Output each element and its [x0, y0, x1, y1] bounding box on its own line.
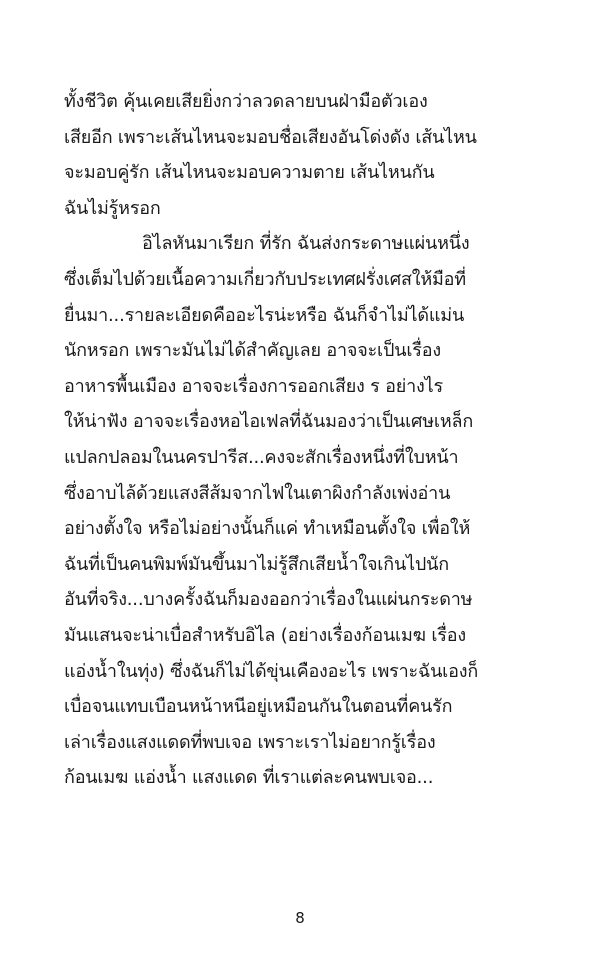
text-line: ฉันไม่รู้หรอก: [64, 197, 161, 219]
text-line: เบื่อจนแทบเบือนหน้าหนีอยู่เหมือนกันในตอนที่คนรัก: [64, 696, 453, 718]
text-line: ซึ่งเต็มไปด้วยเนื้อความเกี่ยวกับประเทศฝรั่งเศสให้มือที่: [64, 268, 466, 290]
text-line: ก้อนเมฆ แอ่งน้ำ แสงแดด ที่เราแต่ละคนพบเจอ...: [64, 767, 434, 789]
body-text: [64, 84, 539, 796]
text-line: ซึ่งอาบไล้ด้วยแสงสีส้มจากไฟในเตาผิงกำลังเพ่งอ่าน: [64, 482, 451, 504]
paragraph-2: [64, 226, 539, 796]
text-line: เสียอีก เพราะเส้นไหนจะมอบชื่อเสียงอันโด่งดัง เส้นไหน: [64, 126, 477, 148]
page-number: 8: [295, 909, 305, 927]
text-line: อันที่จริง...บางครั้งฉันก็มองออกว่าเรื่องในแผ่นกระดาษ: [64, 589, 473, 611]
text-line: เล่าเรื่องแสงแดดที่พบเจอ เพราะเราไม่อยากรู้เรื่อง: [64, 731, 436, 753]
text-line: ทั้งชีวิต คุ้นเคยเสียยิ่งกว่าลวดลายบนฝ่ามือตัวเอง: [64, 91, 428, 112]
text-line: แอ่งน้ำในทุ่ง) ซึ่งฉันก็ไม่ได้ขุ่นเคืองอะไร เพราะฉันเองก็: [64, 660, 479, 682]
text-line: นักหรอก เพราะมันไม่ได้สำคัญเลย อาจจะเป็นเรื่อง: [64, 340, 441, 362]
text-line: มันแสนจะน่าเบื่อสำหรับอิไล (อย่างเรื่องก้อนเมฆ เรื่อง: [64, 624, 466, 646]
text-line: ยื่นมา...รายละเอียดคืออะไรน่ะหรือ ฉันก็จำไม่ได้แม่น: [64, 304, 465, 326]
text-line: อิไลหันมาเรียก ที่รัก ฉันส่งกระดาษแผ่นหนึ่ง: [142, 233, 470, 255]
text-line: อย่างตั้งใจ หรือไม่อย่างนั้นก็แค่ ทำเหมือนตั้งใจ เพื่อให้: [64, 518, 471, 540]
text-line: ให้น่าฟัง อาจจะเรื่องหอไอเฟลที่ฉันมองว่าเป็นเศษเหล็ก: [64, 411, 474, 433]
text-line: อาหารพื้นเมือง อาจจะเรื่องการออกเสียง ร อย่างไร: [64, 375, 443, 397]
paragraph-1: [64, 84, 539, 226]
text-line: ฉันที่เป็นคนพิมพ์มันขึ้นมาไม่รู้สึกเสียน้ำใจเกินไปนัก: [64, 553, 449, 575]
text-line: จะมอบคู่รัก เส้นไหนจะมอบความตาย เส้นไหนกัน: [64, 162, 435, 184]
text-line: แปลกปลอมในนครปารีส...คงจะสักเรื่องหนึ่งที่ใบหน้า: [64, 446, 459, 468]
